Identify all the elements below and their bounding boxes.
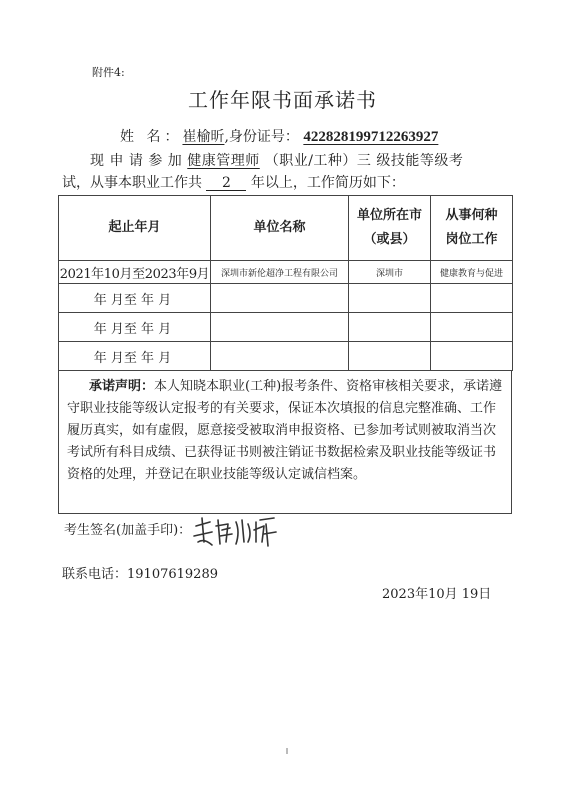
header-period: 起止年月 [59,196,211,261]
work-history-table [58,195,513,371]
apply-prefix: 现 申 请 参 加 [90,153,183,169]
header-city [349,196,431,261]
table-row [59,342,513,371]
row-unit [211,313,349,342]
signature-scribble [190,512,280,552]
row-post [431,284,513,313]
id-number: 422828199712263927 [303,129,439,145]
annex-label: 附件4: [92,66,125,79]
row-period: 年 月至 年 月 [59,284,211,313]
header-post [431,196,513,261]
page-mark [286,748,288,754]
row-post [431,342,513,371]
phone-label: 联系电话： [62,567,128,582]
row-period: 2021年10月至2023年9月 [59,261,211,284]
signature-label: 考生签名(加盖手印)： [64,523,192,538]
row-city [349,313,431,342]
occupation-value: 健康管理师 [187,153,260,169]
table-header-row [59,196,513,261]
years-value: 2 [206,176,246,191]
sign-date: 2023年10月 19日 [382,587,492,602]
apply-suffix: （职业/工种）三 级技能等级考 [264,153,464,169]
row-unit [211,284,349,313]
row-post: 健康教育与促进 [431,261,513,284]
phone-number: 19107619289 [127,567,218,582]
row-city [349,342,431,371]
row-city: 深圳市 [349,261,431,284]
name-value: 崔榆昕 [182,129,225,145]
contact-phone [62,563,218,582]
table-row [59,261,513,284]
table-row [59,313,513,342]
name-id-line [120,126,438,146]
years-prefix: 试，从事本职业工作共 [62,175,202,191]
name-label: 姓 名： [120,129,183,145]
handwritten-signature [190,512,280,556]
apply-line [90,150,463,170]
declaration-box [58,370,512,514]
header-post-line2: 岗位工作 [445,232,498,247]
row-period: 年 月至 年 月 [59,342,211,371]
header-city-line1: 单位所在市 [356,208,422,223]
header-unit: 单位名称 [211,196,349,261]
declaration-head: 承诺声明： [89,379,155,394]
document-title: 工作年限书面承诺书 [188,88,377,112]
years-suffix: 年以上，工作简历如下： [250,175,405,191]
header-post-line1: 从事何种 [445,208,498,223]
table-row [59,284,513,313]
years-line [62,172,405,192]
header-city-line2: （或县） [363,232,416,247]
row-period: 年 月至 年 月 [59,313,211,342]
row-unit: 深圳市新伦超净工程有限公司 [211,261,349,284]
declaration-body: 本人知晓本职业(工种)报考条件、资格审核相关要求，承诺遵守职业技能等级认定报考的有关要求，保证本次填报的信息完整准确、工作履历真实，如有虚假，愿意接受被取消申报资格、已参加考试则被取消当次考试所有科目成绩、已获得证书则被注销证书数据检索及职业技能等级证书资格的处理，并登记在职业技能等级认定诚信档案。 [67,379,503,482]
row-unit [211,342,349,371]
row-post [431,313,513,342]
id-label: ,身份证号： [224,129,299,145]
row-city [349,284,431,313]
